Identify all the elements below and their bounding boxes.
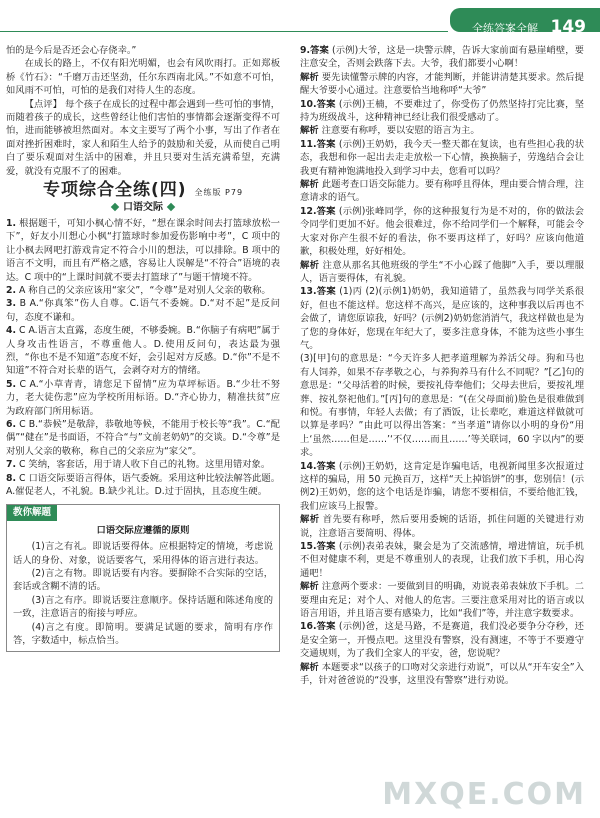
essay-ending: 怕的是今后是否还会心存侥幸。” — [6, 45, 137, 56]
section-title — [6, 180, 280, 201]
answer-text: (示例)王奶奶，这肯定是诈骗电话，电视新闻里多次报道过这样的骗局，用 50 元换百万，这样“天上掉馅饼”的事，您别信！(示例2)王奶奶，您的这个电话是诈骗，请您不要相信，不要给他汇钱，我们应该马上报警。 — [300, 460, 584, 512]
answer-continuation — [300, 352, 584, 459]
answer-text: (示例)王楠，不要难过了，你受伤了仍然坚持打完比赛，坚持为班级战斗，这种精神已经让我们很受感动了。 — [300, 98, 584, 124]
answer-item: 5. C A.“小草青青，请您足下留情”应为草坪标语。B.“少壮不努力，老大徒伤悲”应为学校所用标语。D.“齐心协力，精准扶贫”应为政府部门所用标语。 — [6, 378, 280, 417]
answer-item: 1. 根据题干，可知小枫心情不好，“想在课余时间去打篮球放松一下”，好友小川想心小枫“打篮球时参加爱伤影响中考”，C 项中的让小枫去网吧打游戏肯定不符合小川的想法，可以排除。B 项中的语言不文明，而且有严格之感，容易让人误解是“不符合”语境的表达。C 项中的“上课时间就不要去打篮球了”与题干情境不符。 — [6, 217, 280, 283]
analysis-text: 注意两个要求：一要做到目的明确，劝说表弟表妹放下手机。二要理由充足；对个人、对他人的危害。三要注意采用对比的语言或以语言用语，并且语言要有感染力，比如“我们”等，并注意字数要求。 — [300, 581, 584, 620]
page-header — [0, 0, 600, 37]
analysis-item: 解析 注意要有称呼，要以安慰的语言为主。 — [300, 125, 480, 137]
answer-text: (示例)爸，这是马路，不是赛道，我们没必要争分夺秒，还是安全第一，开慢点吧。这里没有警察，没有测速，不等于不要遵守交通规则，为了我们全家人的平安，爸，您说呢？ — [300, 621, 584, 660]
header-tab — [450, 8, 600, 37]
answer-item: 13.答案 (1)丙 (2)(示例1)奶奶，我知道错了，虽然我与同学关系很好，但也不能这样。您这样不高兴，是应该的，这种事我以后再也不会做了，请您原谅我，好吗？(示例2)奶奶您消消气，我这样做也是为了您的身体好，您现在年纪大了，要多注意身体，不能为这些小事生气。 — [300, 286, 584, 351]
tip-box-title: 教你解题 — [7, 505, 57, 520]
header-title: 全练答案全解 — [472, 22, 538, 35]
answer-text: 根据题干，可知小枫心情不好，“想在课余时间去打篮球放松一下”，好友小川想心小枫“打篮球时参加爱伤影响中考”，C 项中的让小枫去网吧打游戏肯定不符合小川的想法，可以排除。B 项中的语言不文明，而且有严格之感，容易让人误解是“不符合”语境的表达。C 项中的“上课时间就不要去打篮球了”与题干情境不符。 — [6, 217, 280, 283]
answer-text: A 称自己的父亲应该用“家父”，“令尊”是对别人父亲的敬称。 — [18, 284, 271, 296]
answer-text: B A.“你真笨”伤人自尊。C.语气不委婉。D.“对不起”是反问句，态度不谦和。 — [6, 298, 280, 323]
answer-item: 6. C B.“恭候”是敬辞，恭敬地等候，不能用于校长等“我”。C.“配偶”“健在”是书面语，不符合“与”文前老奶奶”的交谈。D.“令尊”是对别人父亲的敬称，称自己的父亲应为“家父”。 — [6, 418, 280, 457]
subsection-title: 口语交际 — [6, 201, 280, 214]
page-number: 149 — [550, 17, 586, 37]
tip-item: (1)言之有礼。即说话要得体。应根据特定的情境，考虑说话人的身份、对象，说话要客气，采用得体的语言进行表达。 — [13, 541, 273, 566]
analysis-item: 解析 注意两个要求：一要做到目的明确，劝说表弟表妹放下手机。二要理由充足；对个人、对他人的危害。三要注意采用对比的语言或以语言用语，并且语言要有感染力，比如“我们”等，并注意字数要求。 — [300, 581, 584, 620]
tip-item: (4)言之有度。即简明。要满足试题的要求，简明有序作答，字数适中，标点恰当。 — [13, 621, 273, 647]
analysis-text: 此题考查口语交际能力。要有称呼且得体，理由要合情合理，注意请求的语气。 — [300, 179, 584, 204]
tip-box-subtitle: 口语交际应遵循的原则 — [96, 524, 190, 536]
analysis-item: 解析 注意从那名其他班级的学生“不小心踩了他脚”入手，要以理服人，语言要得体，有礼貌。 — [300, 259, 584, 284]
answer-text: C 口语交际要语言得体，语气委婉。采用这种比较法解答此题。A.催促老人，不礼貌。B.缺少礼让。D.过于固执，且态度生硬。 — [6, 472, 280, 497]
header-rule — [0, 31, 448, 32]
left-column — [6, 44, 280, 652]
answer-item: 12.答案 (示例)张峰同学，你的这种报复行为是不对的，你的做法会令同学们更加不好。他会很难过，你不给同学们一个解释，可能会令大家对你产生很不好的看法，你不要再这样了，好吗？应该向他道歉，积极处理，好好相处。 — [300, 205, 584, 258]
analysis-text: 本题要求“以孩子的口吻对父亲进行劝说”，可以从“开车安全”入手，针对爸爸说的“没事，这里没有警察”进行劝说。 — [300, 661, 584, 687]
answer-item: 3. B A.“你真笨”伤人自尊。C.语气不委婉。D.“对不起”是反问句，态度不谦和。 — [6, 298, 280, 323]
answer-text: (1)丙 (2)(示例1)奶奶，我知道错了，虽然我与同学关系很好，但也不能这样。您这样不高兴，是应该的，这种事我以后再也不会做了，请您原谅我，好吗？(示例2)奶奶您消消气，我这样做也是为了您的身体好，您现在年纪大了，要多注意身体，不能为这些小事生气。 — [300, 286, 584, 351]
section-ref: 全练版 P79 — [194, 188, 244, 198]
answer-item: 7. C 笑纳，客套话，用于请人收下自己的礼物。这里用错对象。 — [6, 459, 271, 471]
right-column — [300, 44, 584, 688]
analysis-item: 解析 首先要有称呼，然后要用委婉的话语，抓住问题的关键进行劝说，注意语言要简明、得体。 — [300, 514, 584, 539]
analysis-item: 解析 要先读懂警示牌的内容，才能判断，并能讲清楚其要求。然后提醒大爷要小心通过。注意要恰当地称呼“大爷” — [300, 71, 584, 97]
analysis-text: 首先要有称呼，然后要用委婉的话语，抓住问题的关键进行劝说，注意语言要简明、得体。 — [300, 514, 584, 539]
tip-box — [6, 504, 280, 652]
analysis-text: 要先读懂警示牌的内容，才能判断，并能讲清楚其要求。然后提醒大爷要小心通过。注意要恰当地称呼“大爷” — [300, 71, 584, 97]
answer-text: (示例)张峰同学，你的这种报复行为是不对的，你的做法会令同学们更加不好。他会很难过，你不给同学们一个解释，可能会令大家对你产生很不好的看法，你不要再这样了，好吗？应该向他道歉，积极处理，好好相处。 — [300, 205, 584, 258]
answer-text: C B.“恭候”是敬辞，恭敬地等候，不能用于校长等“我”。C.“配偶”“健在”是书面语，不符合“与”文前老奶奶”的交谈。D.“令尊”是对别人父亲的敬称，称自己的父亲应为“家父”。 — [6, 418, 280, 457]
answer-text: (3)[甲]句的意思是：“今天许多人把孝道理解为养活父母。狗和马也有人饲养，如果不存孝敬之心，与养狗养马有什么不同呢？”[乙]句的意思是：“父母活着的时候，要按礼侍奉他们；父母去世后，要按礼埋葬、按礼祭祀他们。”[丙]句的意思是：“(在父母面前)脸色是很难做到和悦。有事情，年轻人去做；有了酒饭，让长辈吃，难道这样做就可以算是孝吗？”由此可以得出答案：“当孝道”请你以小明的身份“用上‘虽然……但是……’‘不仅……而且……’等关联词，60 字以内”的要求。 — [300, 353, 584, 459]
answer-item: 14.答案 (示例)王奶奶，这肯定是诈骗电话，电视新闻里多次报道过这样的骗局，用 50 元换百万，这样“天上掉馅饼”的事，您别信！(示例2)王奶奶，您的这个电话是诈骗，请您不要相信，不要给他汇钱，我们应该马上报警。 — [300, 460, 584, 512]
answer-item: 8. C 口语交际要语言得体，语气委婉。采用这种比较法解答此题。A.催促老人，不礼貌。B.缺少礼让。D.过于固执，且态度生硬。 — [6, 472, 280, 497]
answer-item: 4. C A.语言太直露，态度生硬，不够委婉。B.“你脑子有病吧”属于人身攻击性语言，不尊重他人。D.使用反问句，表达最为强烈，“你也不是不知道”态度不好，会引起对方反感。D.“你”不是不知道”不符合对长辈的语气，会剥夺对方的情绪。 — [6, 325, 280, 377]
tip-item: (2)言之有物。即说话要有内容。要摒除不合实际的空话，套话或含糊不清的话。 — [13, 568, 273, 593]
answer-item: 15.答案 (示例)表弟表妹，聚会是为了交流感情，增进情谊，玩手机不但对健康不利，更是不尊重别人的表现，让我们放下手机，用心沟通吧！ — [300, 541, 584, 579]
answer-text: (示例)王奶奶，我今天一整天都在复读，也有些担心我的状态，我想和你一起出去走走放松一下心情，换换脑子，劳逸结合会让我更有精神饱满地投入到学习中去，您看可以吗？ — [300, 138, 584, 177]
answer-item: 11.答案 (示例)王奶奶，我今天一整天都在复读，也有些担心我的状态，我想和你一起出去走走放松一下心情，换换脑子，劳逸结合会让我更有精神饱满地投入到学习中去，您看可以吗？ — [300, 138, 584, 177]
answer-text: C 笑纳，客套话，用于请人收下自己的礼物。这里用错对象。 — [18, 459, 271, 471]
analysis-text: 注意从那名其他班级的学生“不小心踩了他脚”入手，要以理服人，语言要得体，有礼貌。 — [300, 259, 584, 284]
answer-item: 10.答案 (示例)王楠，不要难过了，你受伤了仍然坚持打完比赛，坚持为班级战斗，这种精神已经让我们很受感动了。 — [300, 98, 584, 124]
answer-item: 2. A 称自己的父亲应该用“家父”，“令尊”是对别人父亲的敬称。 — [6, 284, 271, 296]
answer-text: (示例)表弟表妹，聚会是为了交流感情，增进情谊，玩手机不但对健康不利，更是不尊重别人的表现，让我们放下手机，用心沟通吧！ — [300, 541, 584, 579]
answer-item: 9.答案 (示例)大爷，这是一块警示牌，告诉大家前面有悬崖峭壁，要注意安全，否则会跌落下去。大爷，我们都要小心啊！ — [300, 45, 584, 70]
analysis-item: 解析 此题考查口语交际能力。要有称呼且得体，理由要合情合理，注意请求的语气。 — [300, 179, 584, 204]
analysis-text: 注意要有称呼，要以安慰的语言为主。 — [321, 125, 480, 137]
essay-paragraph: 在成长的路上，不仅有阳光明媚，也会有风吹雨打。正如郑板桥《竹石》：“千磨万击还坚劲，任尔东西南北风。”不如意不可怕，如风雨不可怕，可怕的是我们对待人生的态度。 — [6, 58, 280, 97]
answer-text: C A.“小草青青，请您足下留情”应为草坪标语。B.“少壮不努力，老大徒伤悲”应为学校所用标语。D.“齐心协力，精准扶贫”应为政府部门所用标语。 — [6, 378, 280, 417]
analysis-item: 解析 本题要求“以孩子的口吻对父亲进行劝说”，可以从“开车安全”入手，针对爸爸说的“没事，这里没有警察”进行劝说。 — [300, 661, 584, 687]
answer-text: C A.语言太直露，态度生硬，不够委婉。B.“你脑子有病吧”属于人身攻击性语言，不尊重他人。D.使用反问句，表达最为强烈，“你也不是不知道”态度不好，会引起对方反感。D.“你”不是不知道”不符合对长辈的语气，会剥夺对方的情绪。 — [6, 325, 280, 377]
answer-item: 16.答案 (示例)爸，这是马路，不是赛道，我们没必要争分夺秒，还是安全第一，开慢点吧。这里没有警察，没有测速，不等于不要遵守交通规则，为了我们全家人的平安，爸，您说呢？ — [300, 621, 584, 660]
watermark: MXQE.COM — [382, 777, 586, 812]
section-title-text: 专项综合全练(四) — [42, 180, 187, 201]
comment-paragraph: 【点评】 每个孩子在成长的过程中都会遇到一些可怕的事情，而随着孩子的成长，这些曾经让他们害怕的事情都会逐渐变得不可怕，进而能够被坦然面对。本文主要写了两个小事，写出了作者在面对挫折困难时，家人和陌生人给予的鼓励和关爱，从而使自己明白了要乐观面对生活中的困难，并且只要对生活充满希望，充满爱，就没有克服不了的困难。 — [6, 98, 280, 177]
tip-item: (3)言之有序。即说话要注意顺序。保持话题和陈述角度的一致，注意语言的衔接与呼应。 — [13, 594, 273, 620]
answer-text: (示例)大爷，这是一块警示牌，告诉大家前面有悬崖峭壁，要注意安全，否则会跌落下去。大爷，我们都要小心啊！ — [300, 45, 584, 70]
